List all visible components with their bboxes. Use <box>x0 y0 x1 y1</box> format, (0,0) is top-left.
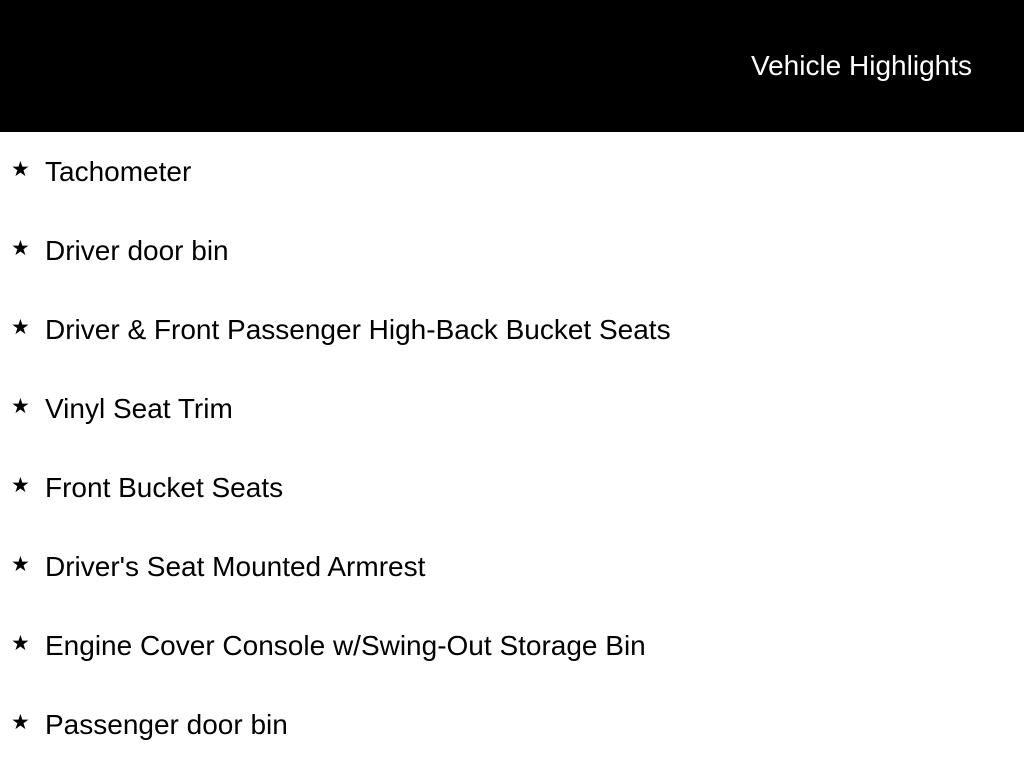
list-item-label: Front Bucket Seats <box>45 472 284 503</box>
list-item <box>0 448 1024 527</box>
star-icon: ★ <box>11 711 30 734</box>
list-item-label: Vinyl Seat Trim <box>45 393 233 424</box>
list-item <box>0 290 1024 369</box>
star-icon: ★ <box>11 553 30 576</box>
star-icon: ★ <box>11 632 30 655</box>
star-icon: ★ <box>11 316 30 339</box>
list-item-label: Driver door bin <box>45 235 229 266</box>
highlights-list <box>0 132 1024 764</box>
page-title: Vehicle Highlights <box>750 50 972 81</box>
list-item <box>0 606 1024 685</box>
list-item <box>0 685 1024 764</box>
star-icon: ★ <box>11 474 30 497</box>
list-item-label: Tachometer <box>45 156 192 187</box>
star-icon: ★ <box>11 158 30 181</box>
list-item <box>0 132 1024 211</box>
star-icon: ★ <box>11 237 30 260</box>
list-item-label: Passenger door bin <box>45 709 288 740</box>
list-item-label: Driver's Seat Mounted Armrest <box>45 551 426 582</box>
header-bar <box>0 0 1024 132</box>
list-item-label: Engine Cover Console w/Swing-Out Storage Bin <box>45 630 646 661</box>
list-item <box>0 211 1024 290</box>
list-item <box>0 527 1024 606</box>
list-item <box>0 369 1024 448</box>
list-item-label: Driver & Front Passenger High-Back Bucket Seats <box>45 314 671 345</box>
star-icon: ★ <box>11 395 30 418</box>
